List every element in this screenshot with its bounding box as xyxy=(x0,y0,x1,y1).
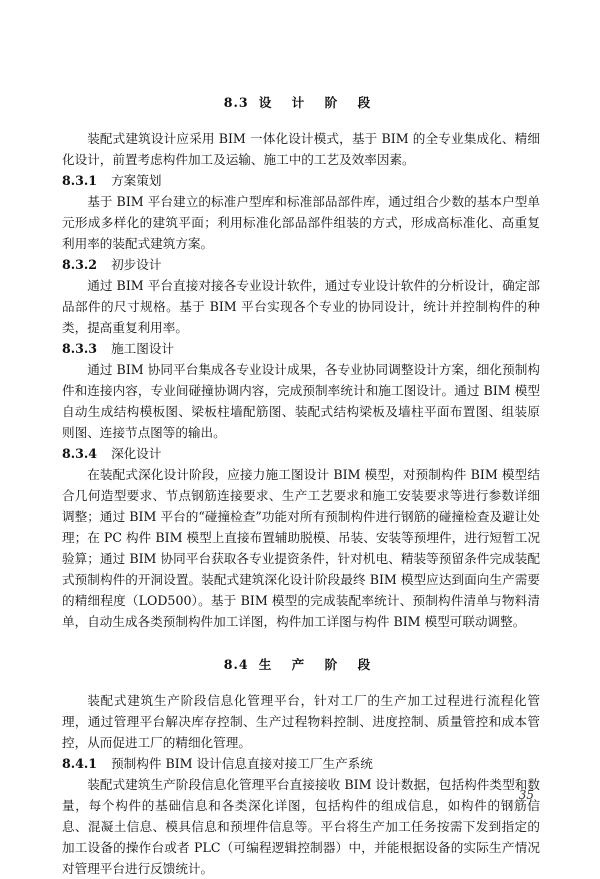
section-number: 8.4 xyxy=(223,657,249,672)
subsection-heading xyxy=(62,170,540,191)
section-spacer xyxy=(62,632,540,654)
subsection-number: 8.3.2 xyxy=(62,257,98,272)
subsection-title: 施工图设计 xyxy=(111,341,175,356)
subsection-body: 基于 BIM 平台建立的标准户型库和标准部品部件库，通过组合少数的基本户型单元形成多样化的建筑平面；利用标准化部品部件组装的方式，形成高标准化、高重复利用率的装配式建筑方案。 xyxy=(62,194,540,251)
section-intro: 装配式建筑设计应采用 BIM 一体化设计模式，基于 BIM 的全专业集成化、精细化设计，前置考虑构件加工及运输、施工中的工艺及效率因素。 xyxy=(62,131,540,167)
subsection-title: 方案策划 xyxy=(111,173,162,188)
section-title-text: 设 计 阶 段 xyxy=(258,95,379,110)
subsection-body: 装配式建筑生产阶段信息化管理平台直接接收 BIM 设计数据，包括构件类型和数量，每个构件的基础信息和各类深化详图，包括构件的组成信息，如构件的钢筋信息、混凝土信息、模具信息和预埋件信息等。平台将生产加工任务按需下发到指定的加工设备的操作台或者 PLC（可编程逻辑控制器）中，并能根据设备的实际生产情况对管理平台进行反馈统计。 xyxy=(62,777,540,876)
section-number: 8.3 xyxy=(223,95,249,110)
subsection-heading xyxy=(62,338,540,359)
subsection-title: 深化设计 xyxy=(111,446,162,461)
subsection-body: 通过 BIM 协同平台集成各专业设计成果，各专业协同调整设计方案，细化预制构件和连接内容，专业间碰撞协调内容，完成预制率统计和施工图设计。通过 BIM 模型自动生成结构模板图、梁板柱墙配筋图、装配式结构梁板及墙柱平面布置图、组装原则图、连接节点图等的输出。 xyxy=(62,362,540,440)
subsection-title: 预制构件 BIM 设计信息直接对接工厂生产系统 xyxy=(111,756,373,771)
subsection-number: 8.3.4 xyxy=(62,446,98,461)
page-number: 35 xyxy=(518,788,534,802)
section-title-8-3 xyxy=(62,92,540,114)
subsection-heading xyxy=(62,254,540,275)
subsection-number: 8.4.1 xyxy=(62,756,98,771)
section-title-text: 生 产 阶 段 xyxy=(258,657,379,672)
subsection-heading xyxy=(62,443,540,464)
subsection-body: 在装配式深化设计阶段，应接力施工图设计 BIM 模型，对预制构件 BIM 模型结合几何造型要求、节点钢筋连接要求、生产工艺要求和施工安装要求等进行参数详细调整；通过 BIM 平台的“碰撞检查”功能对所有预制构件进行钢筋的碰撞检查及避让处理；在 PC 构件 BIM 模型上直接布置辅助脱模、吊装、安装等预埋件，进行短暂工况验算；通过 BIM 协同平台获取各专业提资条件，针对机电、精装等预留条件完成装配式预制构件的开洞设置。装配式建筑深化设计阶段最终 BIM 模型应达到面向生产需要的精细程度（LOD500）。基于 BIM 模型的完成装配率统计、预制构件清单与物料清单，自动生成各类预制构件加工详图，构件加工详图与构件 BIM 模型可联动调整。 xyxy=(62,467,540,629)
subsection-number: 8.3.1 xyxy=(62,173,98,188)
page-content xyxy=(62,92,540,879)
subsection-number: 8.3.3 xyxy=(62,341,98,356)
subsection-heading xyxy=(62,753,540,774)
section-intro: 装配式建筑生产阶段信息化管理平台，针对工厂的生产加工过程进行流程化管理，通过管理平台解决库存控制、生产过程物料控制、进度控制、质量管控和成本管控，从而促进工厂的精细化管理。 xyxy=(62,693,540,750)
subsection-title: 初步设计 xyxy=(111,257,162,272)
section-title-8-4 xyxy=(62,654,540,676)
subsection-body: 通过 BIM 平台直接对接各专业设计软件，通过专业设计软件的分析设计，确定部品部件的尺寸规格。基于 BIM 平台实现各个专业的协同设计，统计并控制构件的种类，提高重复利用率。 xyxy=(62,278,540,335)
